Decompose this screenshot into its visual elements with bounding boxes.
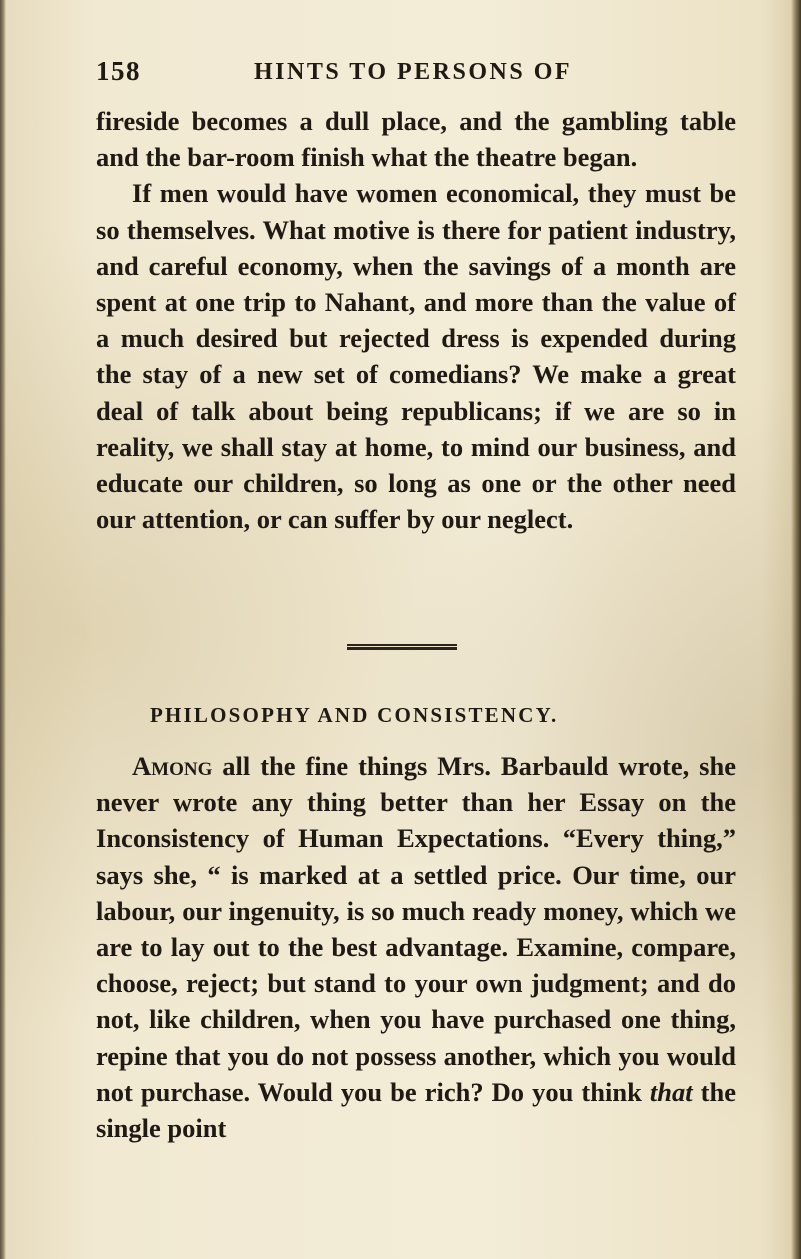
paragraph-barbauld [96,748,736,1146]
paragraph-economy: If men would have women economical, they must be so themselves. What motive is there for patient industry, and careful economy, when the savings of a month are spent at one trip to Nahant, and more than the value of a much desired but rejected dress is expended during the stay of a new set of comedians? We make a great deal of talk about being republicans; if we are so in reality, we shall stay at home, to mind our business, and educate our children, so long as one or the other need our attention, or can suffer by our neglect. [96,178,736,535]
emphasized-word: that [649,1076,693,1107]
page-left-edge [0,0,6,1259]
opening-word: Among [132,751,213,781]
section-heading: PHILOSOPHY AND CONSISTENCY. [150,703,559,727]
page-right-edge [791,0,801,1259]
page-number: 158 [96,56,141,86]
running-header [96,56,736,96]
paragraph-text-part-one: all the fine things Mrs. Barbauld wrote, she never wrote any thing better than her Essay on the Inconsistency of Human Expectations. “Every thing,” says she, “ is marked at a settled price. Our time, our labour, our ingenuity, is so much ready money, which we are to lay out to the best advantage. Examine, compare, choose, reject; but stand to your own judgment; and do not, like children, when you have purchased one thing, repine that you do not possess another, which you would not purchase. Would you be rich? Do you think [96,751,736,1107]
section-text-block [96,748,736,1146]
running-title: HINTS TO PERSONS OF [254,59,573,85]
paragraph-text-part-two: the single point [96,1076,736,1144]
paragraph-continued: fireside becomes a dull place, and the gambling table and the bar-room finish what the theatre began. [96,106,736,173]
section-divider-rule [347,644,457,650]
continued-text-block [96,103,736,537]
